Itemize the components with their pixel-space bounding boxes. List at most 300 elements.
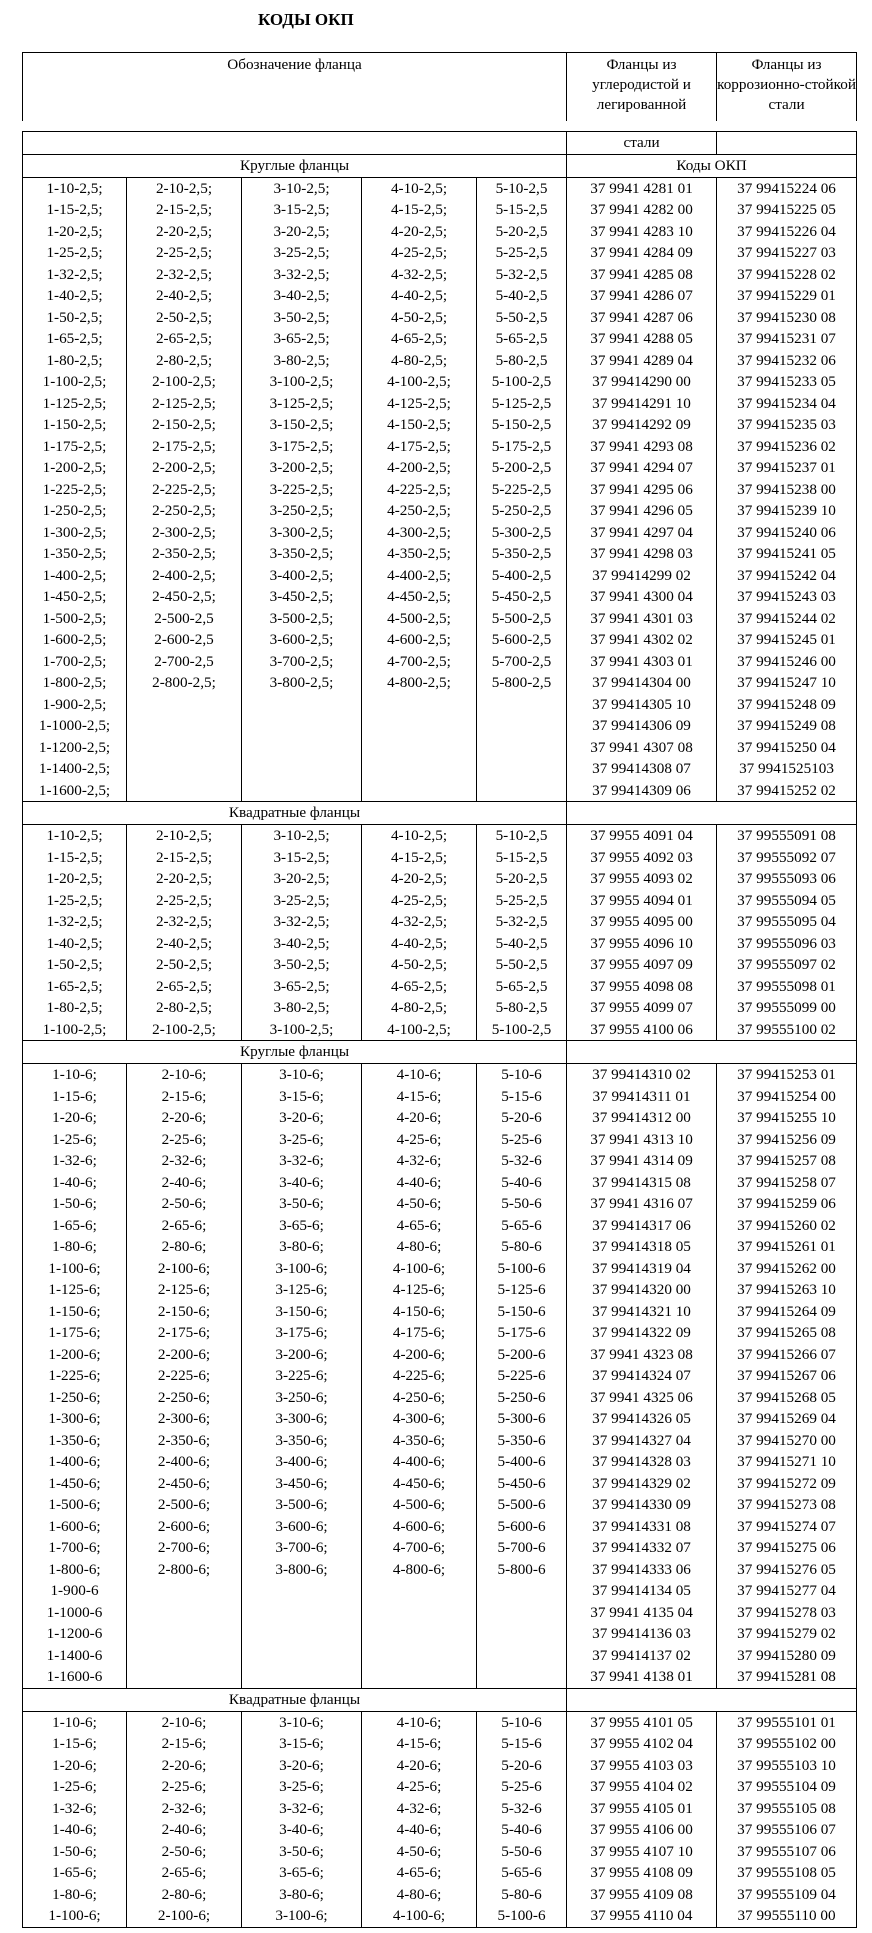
flange-designation-cell: 5-20-6 bbox=[477, 1107, 567, 1129]
flange-designation-cell: 3-25-2,5; bbox=[242, 890, 362, 912]
table-row bbox=[23, 1819, 857, 1841]
corrosion-steel-code-cell: 37 99415224 06 bbox=[717, 177, 857, 199]
flange-designation-cell: 1-20-6; bbox=[23, 1755, 127, 1777]
flange-designation-cell bbox=[242, 694, 362, 716]
corrosion-steel-code-cell: 37 99555092 07 bbox=[717, 847, 857, 869]
table-row bbox=[23, 890, 857, 912]
table-row bbox=[23, 565, 857, 587]
flange-designation-cell: 3-15-2,5; bbox=[242, 847, 362, 869]
corrosion-steel-code-cell: 37 9941525103 bbox=[717, 758, 857, 780]
carbon-steel-code-cell: 37 9941 4289 04 bbox=[567, 350, 717, 372]
flange-designation-cell: 4-450-6; bbox=[362, 1473, 477, 1495]
flange-designation-cell: 3-15-2,5; bbox=[242, 199, 362, 221]
flange-designation-cell bbox=[242, 1602, 362, 1624]
flange-designation-cell: 5-50-2,5 bbox=[477, 307, 567, 329]
table-row bbox=[23, 350, 857, 372]
corrosion-steel-header: Фланцы из коррозионно-стойкой стали bbox=[717, 53, 857, 122]
flange-designation-cell: 1-10-2,5; bbox=[23, 177, 127, 199]
table-row bbox=[23, 1602, 857, 1624]
corrosion-steel-code-cell: 37 99415237 01 bbox=[717, 457, 857, 479]
carbon-steel-code-cell: 37 9941 4287 06 bbox=[567, 307, 717, 329]
carbon-steel-code-cell: 37 9955 4106 00 bbox=[567, 1819, 717, 1841]
corrosion-steel-code-cell: 37 99415250 04 bbox=[717, 737, 857, 759]
flange-designation-cell: 4-15-2,5; bbox=[362, 199, 477, 221]
corrosion-steel-code-cell: 37 99555107 06 bbox=[717, 1841, 857, 1863]
flange-designation-cell: 1-1000-6 bbox=[23, 1602, 127, 1624]
flange-designation-cell: 4-15-6; bbox=[362, 1733, 477, 1755]
carbon-steel-code-cell: 37 99414292 09 bbox=[567, 414, 717, 436]
flange-designation-cell: 4-250-6; bbox=[362, 1387, 477, 1409]
table-row bbox=[23, 393, 857, 415]
flange-designation-cell bbox=[242, 1645, 362, 1667]
flange-designation-cell: 1-225-6; bbox=[23, 1365, 127, 1387]
flange-designation-cell: 3-65-2,5; bbox=[242, 328, 362, 350]
flange-designation-cell: 5-175-2,5 bbox=[477, 436, 567, 458]
flange-designation-cell: 4-100-2,5; bbox=[362, 1019, 477, 1041]
flange-designation-cell: 2-100-2,5; bbox=[127, 371, 242, 393]
flange-designation-cell: 4-800-2,5; bbox=[362, 672, 477, 694]
flange-designation-cell bbox=[477, 715, 567, 737]
corrosion-steel-code-cell: 37 99415240 06 bbox=[717, 522, 857, 544]
flange-designation-cell: 1-100-6; bbox=[23, 1258, 127, 1280]
table-row bbox=[23, 1623, 857, 1645]
flange-designation-cell: 1-450-6; bbox=[23, 1473, 127, 1495]
flange-designation-cell: 2-100-6; bbox=[127, 1905, 242, 1927]
flange-designation-cell: 2-800-6; bbox=[127, 1559, 242, 1581]
flange-designation-cell: 5-100-6 bbox=[477, 1905, 567, 1927]
carbon-steel-code-cell: 37 99414315 08 bbox=[567, 1172, 717, 1194]
carbon-steel-code-cell: 37 9955 4097 09 bbox=[567, 954, 717, 976]
table-row bbox=[23, 242, 857, 264]
flange-designation-cell: 5-32-2,5 bbox=[477, 911, 567, 933]
carbon-steel-code-cell: 37 9941 4300 04 bbox=[567, 586, 717, 608]
flange-designation-cell: 4-40-2,5; bbox=[362, 933, 477, 955]
flange-designation-cell: 2-700-2,5 bbox=[127, 651, 242, 673]
flange-designation-cell: 1-65-2,5; bbox=[23, 328, 127, 350]
steel-subheader: стали bbox=[567, 132, 717, 155]
flange-designation-cell: 2-15-6; bbox=[127, 1733, 242, 1755]
flange-designation-cell bbox=[477, 758, 567, 780]
flange-designation-cell: 1-1400-2,5; bbox=[23, 758, 127, 780]
flange-designation-cell: 1-40-2,5; bbox=[23, 285, 127, 307]
carbon-steel-code-cell: 37 9941 4295 06 bbox=[567, 479, 717, 501]
flange-designation-cell: 4-50-6; bbox=[362, 1841, 477, 1863]
carbon-steel-code-cell: 37 9941 4281 01 bbox=[567, 177, 717, 199]
table-row bbox=[23, 651, 857, 673]
flange-designation-cell: 4-15-2,5; bbox=[362, 847, 477, 869]
carbon-steel-code-cell: 37 9941 4135 04 bbox=[567, 1602, 717, 1624]
flange-designation-cell: 3-400-6; bbox=[242, 1451, 362, 1473]
corrosion-steel-code-cell: 37 99415234 04 bbox=[717, 393, 857, 415]
carbon-steel-code-cell: 37 9955 4100 06 bbox=[567, 1019, 717, 1041]
flange-designation-cell: 5-800-6 bbox=[477, 1559, 567, 1581]
flange-designation-cell bbox=[127, 1602, 242, 1624]
table-row bbox=[23, 1451, 857, 1473]
carbon-steel-code-cell: 37 99414332 07 bbox=[567, 1537, 717, 1559]
flange-designation-cell bbox=[127, 715, 242, 737]
corrosion-steel-code-cell: 37 99415235 03 bbox=[717, 414, 857, 436]
table-row bbox=[23, 1301, 857, 1323]
carbon-steel-code-cell: 37 9955 4108 09 bbox=[567, 1862, 717, 1884]
flange-designation-cell: 4-20-6; bbox=[362, 1107, 477, 1129]
corrosion-steel-code-cell: 37 99415239 10 bbox=[717, 500, 857, 522]
flange-designation-cell: 5-15-6 bbox=[477, 1733, 567, 1755]
table-row bbox=[23, 911, 857, 933]
flange-designation-cell: 3-800-6; bbox=[242, 1559, 362, 1581]
table-row bbox=[23, 1905, 857, 1927]
flange-designation-cell: 4-32-6; bbox=[362, 1150, 477, 1172]
corrosion-steel-code-cell: 37 99415275 06 bbox=[717, 1537, 857, 1559]
corrosion-steel-code-cell: 37 99415278 03 bbox=[717, 1602, 857, 1624]
flange-designation-cell: 4-125-2,5; bbox=[362, 393, 477, 415]
flange-designation-cell: 4-350-2,5; bbox=[362, 543, 477, 565]
flange-designation-cell: 5-65-6 bbox=[477, 1862, 567, 1884]
carbon-steel-code-cell: 37 99414308 07 bbox=[567, 758, 717, 780]
corrosion-steel-code-cell: 37 99555110 00 bbox=[717, 1905, 857, 1927]
flange-designation-cell: 3-200-6; bbox=[242, 1344, 362, 1366]
flange-designation-cell: 1-15-6; bbox=[23, 1733, 127, 1755]
flange-designation-cell: 5-500-6 bbox=[477, 1494, 567, 1516]
header-gap bbox=[23, 121, 857, 132]
flange-designation-cell bbox=[127, 1666, 242, 1688]
corrosion-steel-code-cell: 37 99415264 09 bbox=[717, 1301, 857, 1323]
table-row bbox=[23, 1193, 857, 1215]
carbon-steel-code-cell: 37 99414322 09 bbox=[567, 1322, 717, 1344]
flange-designation-cell: 3-175-6; bbox=[242, 1322, 362, 1344]
table-row bbox=[23, 1559, 857, 1581]
table-row bbox=[23, 1279, 857, 1301]
carbon-steel-code-cell: 37 99414333 06 bbox=[567, 1559, 717, 1581]
corrosion-steel-code-cell: 37 99415270 00 bbox=[717, 1430, 857, 1452]
table-row bbox=[23, 954, 857, 976]
section-header-row bbox=[23, 154, 857, 177]
flange-designation-cell: 1-400-2,5; bbox=[23, 565, 127, 587]
flange-designation-cell: 3-500-2,5; bbox=[242, 608, 362, 630]
table-row bbox=[23, 1215, 857, 1237]
flange-designation-cell: 2-125-2,5; bbox=[127, 393, 242, 415]
flange-designation-cell: 2-15-2,5; bbox=[127, 199, 242, 221]
carbon-steel-code-cell: 37 9941 4307 08 bbox=[567, 737, 717, 759]
flange-designation-cell: 4-32-2,5; bbox=[362, 264, 477, 286]
flange-designation-cell: 1-50-2,5; bbox=[23, 954, 127, 976]
flange-designation-cell: 1-300-2,5; bbox=[23, 522, 127, 544]
flange-designation-cell: 1-80-2,5; bbox=[23, 350, 127, 372]
flange-designation-cell: 3-450-2,5; bbox=[242, 586, 362, 608]
flange-designation-cell: 5-125-2,5 bbox=[477, 393, 567, 415]
flange-designation-cell: 2-80-2,5; bbox=[127, 350, 242, 372]
flange-designation-cell: 4-250-2,5; bbox=[362, 500, 477, 522]
flange-designation-cell: 2-40-6; bbox=[127, 1172, 242, 1194]
flange-designation-cell: 5-125-6 bbox=[477, 1279, 567, 1301]
flange-designation-cell: 3-700-6; bbox=[242, 1537, 362, 1559]
flange-designation-cell: 1-10-2,5; bbox=[23, 825, 127, 847]
flange-designation-cell bbox=[127, 758, 242, 780]
flange-designation-cell: 5-300-2,5 bbox=[477, 522, 567, 544]
flange-designation-cell: 1-250-6; bbox=[23, 1387, 127, 1409]
flange-designation-cell: 2-40-6; bbox=[127, 1819, 242, 1841]
carbon-steel-code-cell: 37 9941 4301 03 bbox=[567, 608, 717, 630]
flange-designation-cell bbox=[477, 1602, 567, 1624]
flange-designation-cell: 1-80-2,5; bbox=[23, 997, 127, 1019]
flange-designation-cell: 2-32-2,5; bbox=[127, 911, 242, 933]
flange-designation-cell bbox=[362, 694, 477, 716]
corrosion-steel-code-cell: 37 99415262 00 bbox=[717, 1258, 857, 1280]
table-row bbox=[23, 1494, 857, 1516]
flange-designation-cell: 4-80-6; bbox=[362, 1884, 477, 1906]
flange-designation-cell: 4-20-2,5; bbox=[362, 868, 477, 890]
table-row bbox=[23, 1776, 857, 1798]
flange-designation-cell: 5-40-2,5 bbox=[477, 933, 567, 955]
flange-designation-cell: 4-150-6; bbox=[362, 1301, 477, 1323]
flange-designation-cell: 2-450-2,5; bbox=[127, 586, 242, 608]
carbon-steel-code-cell: 37 9941 4314 09 bbox=[567, 1150, 717, 1172]
flange-designation-cell: 1-150-6; bbox=[23, 1301, 127, 1323]
flange-designation-cell: 4-80-2,5; bbox=[362, 350, 477, 372]
flange-designation-cell: 3-250-6; bbox=[242, 1387, 362, 1409]
flange-designation-cell: 5-80-2,5 bbox=[477, 997, 567, 1019]
carbon-steel-code-cell: 37 9941 4313 10 bbox=[567, 1129, 717, 1151]
corrosion-steel-code-cell: 37 99415263 10 bbox=[717, 1279, 857, 1301]
flange-designation-cell: 4-65-2,5; bbox=[362, 976, 477, 998]
table-row bbox=[23, 1711, 857, 1733]
corrosion-steel-code-cell: 37 99415267 06 bbox=[717, 1365, 857, 1387]
corrosion-steel-code-cell: 37 99555100 02 bbox=[717, 1019, 857, 1041]
corrosion-steel-code-cell: 37 99415268 05 bbox=[717, 1387, 857, 1409]
table-row bbox=[23, 414, 857, 436]
carbon-steel-code-cell: 37 9941 4297 04 bbox=[567, 522, 717, 544]
table-row bbox=[23, 672, 857, 694]
carbon-steel-code-cell: 37 99414327 04 bbox=[567, 1430, 717, 1452]
flange-designation-cell: 2-25-2,5; bbox=[127, 890, 242, 912]
corrosion-steel-code-cell: 37 99415227 03 bbox=[717, 242, 857, 264]
flange-designation-cell: 3-150-2,5; bbox=[242, 414, 362, 436]
carbon-steel-code-cell: 37 99414137 02 bbox=[567, 1645, 717, 1667]
flange-designation-cell: 5-700-2,5 bbox=[477, 651, 567, 673]
table-row bbox=[23, 177, 857, 199]
carbon-steel-code-cell: 37 9941 4282 00 bbox=[567, 199, 717, 221]
flange-designation-cell: 3-80-2,5; bbox=[242, 997, 362, 1019]
carbon-steel-code-cell: 37 99414290 00 bbox=[567, 371, 717, 393]
flange-designation-cell: 5-32-6 bbox=[477, 1798, 567, 1820]
carbon-steel-code-cell: 37 9955 4098 08 bbox=[567, 976, 717, 998]
flange-designation-cell: 4-80-2,5; bbox=[362, 997, 477, 1019]
flange-designation-cell: 2-50-6; bbox=[127, 1841, 242, 1863]
flange-designation-cell bbox=[127, 1580, 242, 1602]
header-row bbox=[23, 53, 857, 122]
table-row bbox=[23, 307, 857, 329]
flange-designation-cell: 5-32-2,5 bbox=[477, 264, 567, 286]
flange-designation-cell: 1-25-6; bbox=[23, 1129, 127, 1151]
corrosion-steel-code-cell: 37 99415236 02 bbox=[717, 436, 857, 458]
flange-designation-cell: 3-10-2,5; bbox=[242, 177, 362, 199]
table-row bbox=[23, 436, 857, 458]
flange-designation-cell: 1-40-2,5; bbox=[23, 933, 127, 955]
flange-designation-cell: 1-100-2,5; bbox=[23, 1019, 127, 1041]
flange-designation-cell: 4-100-6; bbox=[362, 1905, 477, 1927]
table-row bbox=[23, 1408, 857, 1430]
flange-designation-cell: 4-150-2,5; bbox=[362, 414, 477, 436]
flange-designation-cell: 4-20-6; bbox=[362, 1755, 477, 1777]
flange-designation-cell: 1-15-2,5; bbox=[23, 199, 127, 221]
corrosion-steel-code-cell: 37 99415244 02 bbox=[717, 608, 857, 630]
flange-designation-cell bbox=[242, 1580, 362, 1602]
flange-designation-cell: 2-65-6; bbox=[127, 1862, 242, 1884]
flange-designation-cell: 2-400-2,5; bbox=[127, 565, 242, 587]
flange-designation-cell: 5-50-2,5 bbox=[477, 954, 567, 976]
flange-designation-cell bbox=[362, 1645, 477, 1667]
table-row bbox=[23, 1884, 857, 1906]
corrosion-steel-code-cell: 37 99555108 05 bbox=[717, 1862, 857, 1884]
carbon-steel-code-cell: 37 9941 4296 05 bbox=[567, 500, 717, 522]
table-row bbox=[23, 1086, 857, 1108]
flange-designation-cell: 4-40-6; bbox=[362, 1819, 477, 1841]
corrosion-steel-code-cell: 37 99415232 06 bbox=[717, 350, 857, 372]
table-row bbox=[23, 543, 857, 565]
flange-designation-cell: 4-100-2,5; bbox=[362, 371, 477, 393]
flange-designation-cell bbox=[362, 737, 477, 759]
flange-designation-cell: 2-65-6; bbox=[127, 1215, 242, 1237]
flange-designation-cell bbox=[242, 715, 362, 737]
flange-designation-cell: 3-350-6; bbox=[242, 1430, 362, 1452]
flange-designation-cell: 5-200-2,5 bbox=[477, 457, 567, 479]
flange-designation-cell bbox=[362, 1580, 477, 1602]
carbon-steel-code-cell: 37 99414306 09 bbox=[567, 715, 717, 737]
flange-designation-cell: 2-400-6; bbox=[127, 1451, 242, 1473]
flange-designation-cell: 1-40-6; bbox=[23, 1819, 127, 1841]
table-row bbox=[23, 1537, 857, 1559]
flange-designation-cell: 1-25-6; bbox=[23, 1776, 127, 1798]
corrosion-steel-code-cell: 37 99415265 08 bbox=[717, 1322, 857, 1344]
carbon-steel-code-cell: 37 9955 4092 03 bbox=[567, 847, 717, 869]
carbon-steel-code-cell: 37 99414136 03 bbox=[567, 1623, 717, 1645]
table-row bbox=[23, 1258, 857, 1280]
corrosion-steel-code-cell: 37 99555094 05 bbox=[717, 890, 857, 912]
table-row bbox=[23, 933, 857, 955]
flange-designation-cell: 1-80-6; bbox=[23, 1236, 127, 1258]
table-row bbox=[23, 1107, 857, 1129]
flange-designation-cell: 5-50-6 bbox=[477, 1841, 567, 1863]
corrosion-steel-code-cell: 37 99415281 08 bbox=[717, 1666, 857, 1688]
flange-designation-cell bbox=[362, 1602, 477, 1624]
carbon-steel-code-cell: 37 9941 4298 03 bbox=[567, 543, 717, 565]
flange-designation-cell: 3-80-6; bbox=[242, 1236, 362, 1258]
carbon-steel-code-cell: 37 9955 4101 05 bbox=[567, 1711, 717, 1733]
corrosion-steel-code-cell: 37 99415231 07 bbox=[717, 328, 857, 350]
flange-designation-cell: 5-450-6 bbox=[477, 1473, 567, 1495]
flange-designation-cell bbox=[362, 758, 477, 780]
table-row bbox=[23, 1129, 857, 1151]
flange-designation-cell: 5-600-6 bbox=[477, 1516, 567, 1538]
flange-designation-cell: 1-800-2,5; bbox=[23, 672, 127, 694]
table-row bbox=[23, 1172, 857, 1194]
flange-designation-cell bbox=[477, 1666, 567, 1688]
flange-designation-cell: 3-10-6; bbox=[242, 1711, 362, 1733]
gap-cell bbox=[23, 121, 857, 132]
flange-designation-cell: 5-80-2,5 bbox=[477, 350, 567, 372]
flange-designation-cell: 1-65-6; bbox=[23, 1862, 127, 1884]
table-row bbox=[23, 1236, 857, 1258]
flange-designation-cell: 3-700-2,5; bbox=[242, 651, 362, 673]
flange-designation-cell: 2-250-2,5; bbox=[127, 500, 242, 522]
flange-designation-cell: 2-100-6; bbox=[127, 1258, 242, 1280]
flange-designation-cell bbox=[127, 1623, 242, 1645]
corrosion-steel-code-cell: 37 99415248 09 bbox=[717, 694, 857, 716]
flange-designation-cell: 5-25-2,5 bbox=[477, 890, 567, 912]
carbon-steel-code-cell: 37 9955 4104 02 bbox=[567, 1776, 717, 1798]
corrosion-steel-code-cell: 37 99415261 01 bbox=[717, 1236, 857, 1258]
table-row bbox=[23, 522, 857, 544]
flange-designation-cell bbox=[477, 1623, 567, 1645]
flange-designation-cell: 3-15-6; bbox=[242, 1733, 362, 1755]
carbon-steel-code-cell: 37 99414331 08 bbox=[567, 1516, 717, 1538]
section-label: Круглые фланцы bbox=[23, 1041, 567, 1064]
flange-designation-cell: 4-25-6; bbox=[362, 1129, 477, 1151]
flange-designation-cell: 4-65-6; bbox=[362, 1215, 477, 1237]
table-row bbox=[23, 737, 857, 759]
flange-designation-cell: 5-100-2,5 bbox=[477, 1019, 567, 1041]
flange-designation-cell: 4-700-2,5; bbox=[362, 651, 477, 673]
flange-designation-cell: 4-800-6; bbox=[362, 1559, 477, 1581]
table-row bbox=[23, 629, 857, 651]
section-header-row bbox=[23, 1688, 857, 1711]
flange-designation-cell: 1-25-2,5; bbox=[23, 890, 127, 912]
flange-designation-cell: 3-50-2,5; bbox=[242, 954, 362, 976]
flange-designation-cell: 3-10-6; bbox=[242, 1064, 362, 1086]
carbon-steel-code-cell: 37 9955 4103 03 bbox=[567, 1755, 717, 1777]
flange-designation-cell: 3-15-6; bbox=[242, 1086, 362, 1108]
carbon-steel-code-cell: 37 9955 4096 10 bbox=[567, 933, 717, 955]
flange-designation-cell: 1-175-2,5; bbox=[23, 436, 127, 458]
flange-designation-cell: 2-10-6; bbox=[127, 1711, 242, 1733]
flange-designation-cell: 4-400-6; bbox=[362, 1451, 477, 1473]
flange-designation-cell: 5-20-2,5 bbox=[477, 868, 567, 890]
flange-designation-cell: 2-100-2,5; bbox=[127, 1019, 242, 1041]
flange-designation-cell: 1-400-6; bbox=[23, 1451, 127, 1473]
flange-designation-cell: 2-500-6; bbox=[127, 1494, 242, 1516]
flange-designation-cell bbox=[127, 694, 242, 716]
flange-designation-cell: 1-600-2,5; bbox=[23, 629, 127, 651]
flange-designation-cell: 2-10-6; bbox=[127, 1064, 242, 1086]
flange-designation-cell: 2-20-6; bbox=[127, 1755, 242, 1777]
codes-label bbox=[567, 802, 857, 825]
corrosion-steel-code-cell: 37 99555101 01 bbox=[717, 1711, 857, 1733]
flange-designation-cell: 3-350-2,5; bbox=[242, 543, 362, 565]
flange-designation-cell: 2-40-2,5; bbox=[127, 933, 242, 955]
flange-designation-cell: 1-10-6; bbox=[23, 1711, 127, 1733]
empty-subheader-cell bbox=[717, 132, 857, 155]
flange-designation-cell: 5-25-2,5 bbox=[477, 242, 567, 264]
flange-designation-cell: 5-15-2,5 bbox=[477, 847, 567, 869]
table-row bbox=[23, 1645, 857, 1667]
flange-designation-cell: 2-15-2,5; bbox=[127, 847, 242, 869]
flange-designation-cell: 3-800-2,5; bbox=[242, 672, 362, 694]
flange-designation-cell bbox=[242, 1623, 362, 1645]
flange-designation-cell: 4-500-6; bbox=[362, 1494, 477, 1516]
flange-designation-cell: 1-20-2,5; bbox=[23, 221, 127, 243]
carbon-steel-code-cell: 37 9941 4283 10 bbox=[567, 221, 717, 243]
flange-designation-cell: 1-500-6; bbox=[23, 1494, 127, 1516]
corrosion-steel-code-cell: 37 99555091 08 bbox=[717, 825, 857, 847]
flange-designation-cell: 4-40-6; bbox=[362, 1172, 477, 1194]
flange-designation-cell: 1-100-6; bbox=[23, 1905, 127, 1927]
flange-designation-cell: 4-200-2,5; bbox=[362, 457, 477, 479]
steel-subheader-row bbox=[23, 132, 857, 155]
flange-designation-cell bbox=[127, 780, 242, 802]
flange-designation-cell: 3-40-6; bbox=[242, 1819, 362, 1841]
flange-designation-cell: 4-15-6; bbox=[362, 1086, 477, 1108]
table-row bbox=[23, 500, 857, 522]
flange-designation-cell bbox=[477, 1645, 567, 1667]
